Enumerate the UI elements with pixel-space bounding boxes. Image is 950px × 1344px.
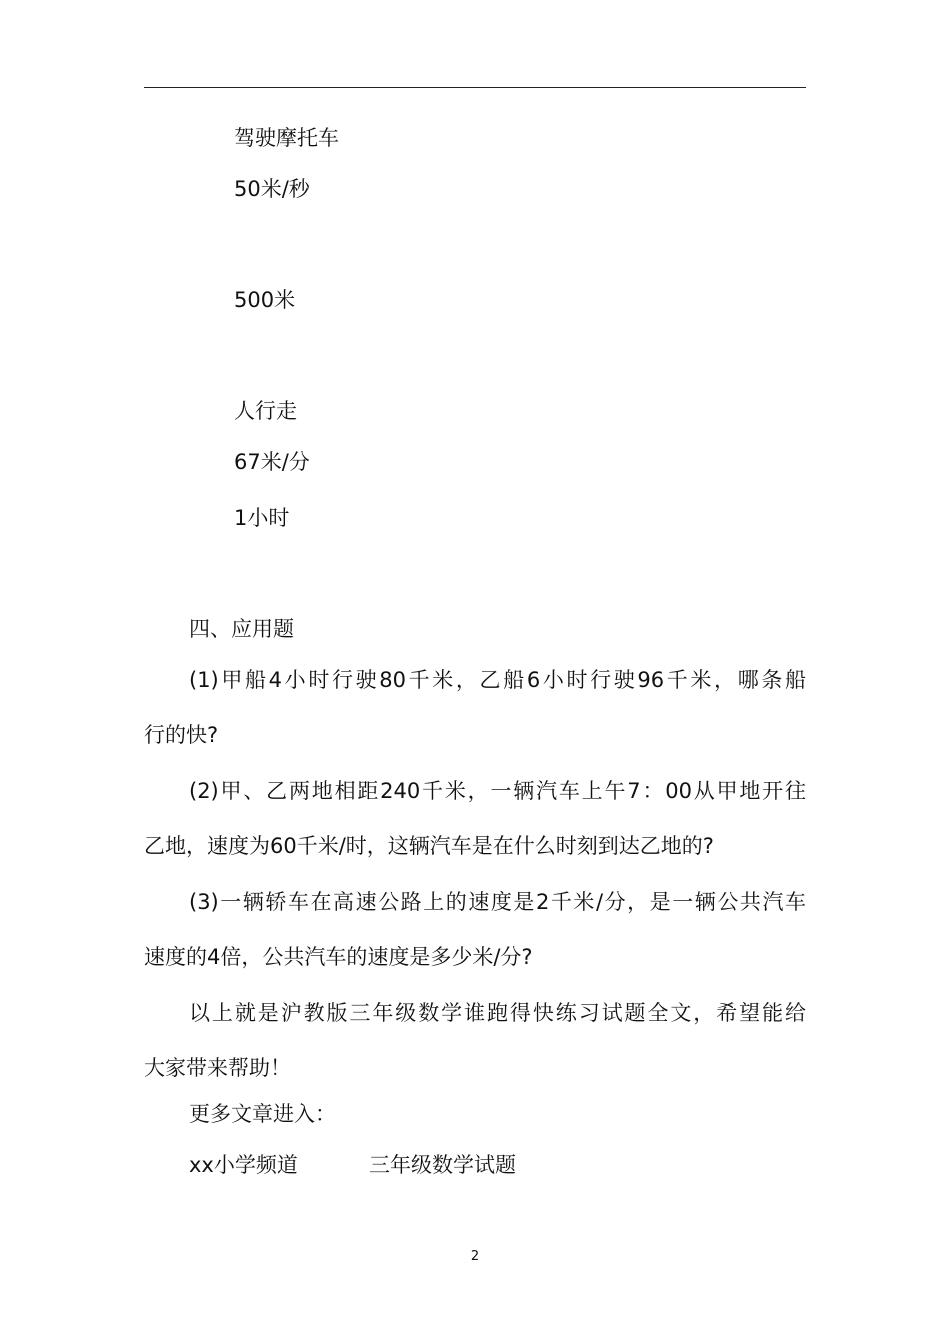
question-1-line-1: (1)甲船4小时行驶80千米，乙船6小时行驶96千米，哪条船	[189, 668, 806, 692]
question-2-line-2: 乙地，速度为60千米/时，这辆汽车是在什么时刻到达乙地的?	[144, 834, 714, 858]
question-2-line-1: (2)甲、乙两地相距240千米，一辆汽车上午7：00从甲地开往	[189, 779, 806, 803]
question-1-line-2: 行的快?	[144, 723, 219, 747]
table-cell-speed-2: 67米/分	[234, 450, 310, 474]
table-cell-speed-1: 50米/秒	[234, 177, 310, 201]
table-cell-value-2: 1小时	[234, 506, 290, 530]
question-3-line-1: (3)一辆轿车在高速公路上的速度是2千米/分，是一辆公共汽车	[189, 890, 806, 914]
header-rule	[144, 87, 806, 88]
closing-line-1: 以上就是沪教版三年级数学谁跑得快练习试题全文，希望能给	[189, 1001, 806, 1025]
link-primary-channel[interactable]: xx小学频道	[189, 1153, 298, 1177]
link-grade3-math[interactable]: 三年级数学试题	[369, 1153, 516, 1177]
question-3-line-2: 速度的4倍，公共汽车的速度是多少米/分?	[144, 945, 533, 969]
table-cell-name-1: 驾驶摩托车	[234, 126, 339, 150]
table-cell-value-1: 500米	[234, 288, 296, 312]
page-number: 2	[470, 1249, 480, 1264]
closing-line-2: 大家带来帮助！	[144, 1056, 291, 1080]
table-cell-name-2: 人行走	[234, 399, 297, 423]
section-heading: 四、应用题	[189, 617, 294, 641]
more-articles-label: 更多文章进入：	[189, 1102, 336, 1126]
